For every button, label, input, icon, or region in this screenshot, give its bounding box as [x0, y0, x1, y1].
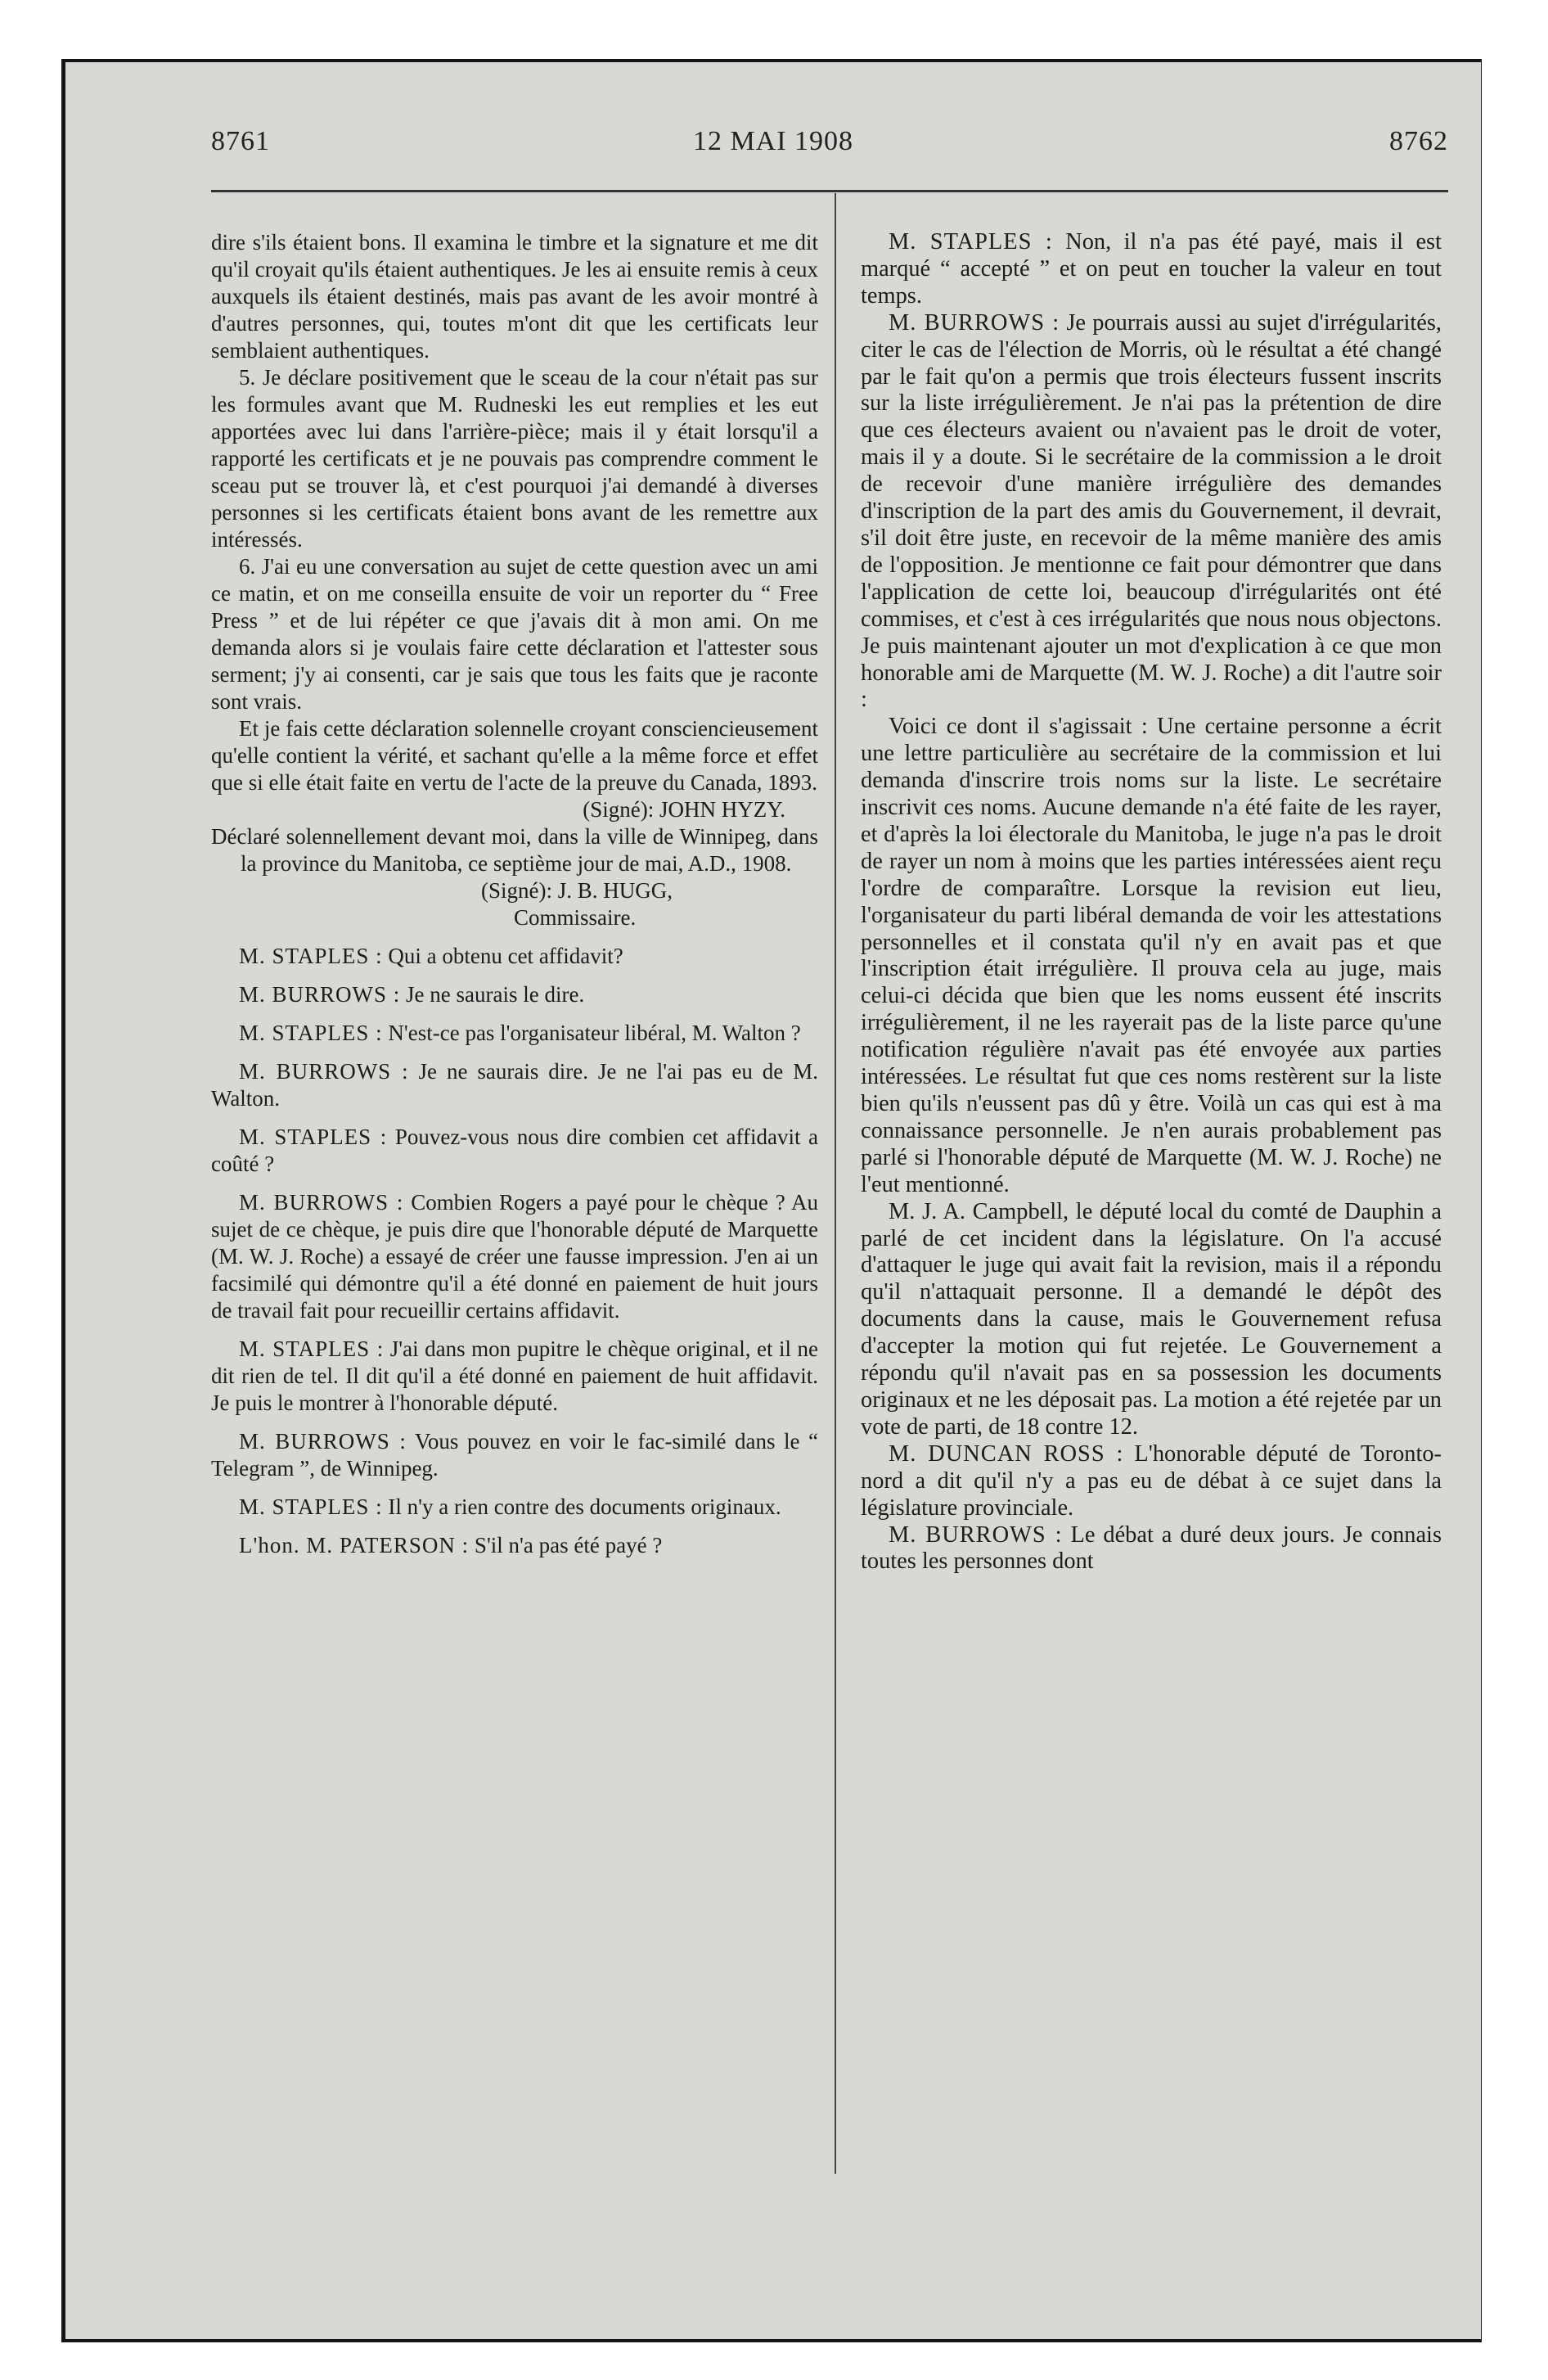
speech: M. BURROWS : Vous pouvez en voir le fac-similé dans le “ Telegram ”, de Winnipeg.	[211, 1429, 818, 1481]
page-date: 12 MAI 1908	[692, 126, 854, 156]
speaker-name: M. STAPLES :	[239, 1336, 385, 1361]
right-column	[861, 229, 1442, 1575]
speech: M. BURROWS : Je ne saurais le dire.	[239, 982, 585, 1007]
paragraph: Voici ce dont il s'agissait : Une certaine personne a écrit une lettre particulière au secrétaire de la commission et lui demanda d'inscrire trois noms sur la liste. Le secrétaire inscrivit ces noms. Aucune demande n'a été faite de les rayer, et d'après la loi électorale du Manitoba, le juge n'a pas le droit de rayer un nom à moins que les parties intéressées aient reçu l'ordre de comparaître. Lorsque la revision eut lieu, l'organisateur du parti libéral demanda de voir les attestations personnelles et il constata qu'il n'y en avait pas et que l'inscription était irrégulière. Il prouva cela au juge, mais celui-ci décida que bien que les noms eussent été inscrits irrégulièrement, il ne les rayerait pas de la liste parce qu'une notification régulière n'avait pas été envoyée aux parties intéressées. Le résultat fut que ces noms restèrent sur la liste bien qu'ils n'eussent pas dû y être. Voilà un cas qui est à ma connaissance personnelle. Je n'en aurais probablement pas parlé si l'honorable député de Marquette (M. W. J. Roche) ne l'eut mentionné.	[861, 714, 1442, 1197]
paragraph: dire s'ils étaient bons. Il examina le timbre et la signature et me dit qu'il croyait qu'ils étaient authentiques. Je les ai ensuite remis à ceux auxquels ils étaient destinés, mais pas avant de les avoir montré à d'autres personnes, qui, toutes m'ont dit que les certificats leur semblaient authentiques.	[211, 230, 818, 363]
header-rule	[211, 190, 1448, 192]
speaker-name: M. BURROWS :	[889, 1521, 1063, 1548]
speaker-name: M. BURROWS :	[239, 1429, 407, 1454]
speaker-name: M. BURROWS :	[239, 982, 401, 1007]
speech: M. BURROWS : Combien Rogers a payé pour le chèque ? Au sujet de ce chèque, je puis dire que l'honorable député de Marquette (M. W. J. Roche) a essayé de créer une fausse impression. J'en ai un facsimilé qui démontre qu'il a été donné en paiement de huit jours de travail fait pour recueillir certains affidavit.	[211, 1190, 818, 1323]
speech: M. BURROWS : Je pourrais aussi au sujet d'irrégularités, citer le cas de l'élection de Morris, où le résultat a été changé par le fait qu'on a permis que trois électeurs fussent inscrits sur la liste irrégulièrement. Je n'ai pas la prétention de dire que ces électeurs avaient ou n'avaient pas le droit de voter, mais il y a doute. Si le secrétaire de la commission a le droit de recevoir d'une manière irrégulière des demandes d'inscription de la part des amis du Gouvernement, il devrait, s'il doit être juste, en recevoir de la même manière des amis de l'opposition. Je mentionne ce fait pour démontrer que dans l'application de cette loi, beaucoup d'irrégularités ont été commises, et c'est à ces irrégularités que nous nous objectons. Je puis maintenant ajouter un mot d'explication à ce que mon honorable ami de Marquette (M. W. J. Roche) a dit l'autre soir :	[861, 309, 1442, 713]
speaker-name: L'hon. M. PATERSON :	[239, 1533, 470, 1557]
signature-line: (Signé): JOHN HYZY.	[583, 797, 785, 822]
speech: M. STAPLES : J'ai dans mon pupitre le chèque original, et il ne dit rien de tel. Il dit qu'il a été donné en paiement de huit affidavit. Je puis le montrer à l'honorable député.	[211, 1336, 819, 1415]
speaker-name: M. DUNCAN ROSS :	[889, 1440, 1124, 1467]
speaker-name: M. STAPLES :	[239, 944, 383, 968]
commissioner-signature: (Signé): J. B. HUGG,	[481, 878, 673, 903]
page-number-left: 8761	[211, 126, 270, 156]
column-divider	[835, 193, 836, 2174]
speech: M. DUNCAN ROSS : L'honorable député de Toronto-nord a dit qu'il n'y a pas eu de débat à ce sujet dans la législature provinciale.	[861, 1440, 1442, 1521]
paragraph: M. J. A. Campbell, le député local du comté de Dauphin a parlé de cet incident dans la législature. On l'a accusé d'attaquer le juge qui avait fait la revision, mais il a répondu qu'il n'attaquait personne. Il a demandé le dépôt des documents dans la cause, mais le Gouvernement refusa d'accepter la motion qui fut rejetée. Le Gouvernement a répondu qu'il n'avait pas en sa possession les documents originaux et ne les déposait pas. La motion a été rejetée par un vote de parti, de 18 contre 12.	[861, 1198, 1442, 1440]
speaker-name: M. STAPLES :	[239, 1494, 383, 1519]
speech: M. BURROWS : Le débat a duré deux jours. Je connais toutes les personnes dont	[861, 1521, 1442, 1575]
speaker-name: M. STAPLES :	[889, 229, 1053, 255]
speech: M. BURROWS : Je ne saurais dire. Je ne l'ai pas eu de M. Walton.	[211, 1059, 818, 1111]
paragraph: 5. Je déclare positivement que le sceau de la cour n'était pas sur les formules avant que M. Rudneski les eut remplies et les eut apportées avec lui dans l'arrière-pièce; mais il y était lorsqu'il a rapporté les certificats et je ne pouvais pas comprendre comment le sceau put se trouver là, et c'est pourquoi j'ai demandé à diverses personnes si les certificats étaient bons avant de les remettre aux intéressés.	[211, 365, 818, 552]
speech: M. STAPLES : N'est-ce pas l'organisateur libéral, M. Walton ?	[239, 1021, 801, 1045]
paragraph: Et je fais cette déclaration solennelle croyant consciencieusement qu'elle contient la vérité, et sachant qu'elle a la même force et effet que si elle était faite en vertu de l'acte de la preuve du Canada, 1893.	[211, 716, 818, 795]
speech: M. STAPLES : Pouvez-vous nous dire combien cet affidavit a coûté ?	[211, 1125, 819, 1176]
speech: M. STAPLES : Qui a obtenu cet affidavit?	[239, 944, 623, 968]
document-page	[65, 62, 1481, 2339]
speaker-name: M. STAPLES :	[239, 1021, 383, 1045]
speaker-name: M. BURROWS :	[239, 1190, 404, 1215]
speech: M. STAPLES : Non, il n'a pas été payé, mais il est marqué “ accepté ” et on peut en toucher la valeur en tout temps.	[861, 229, 1442, 309]
commissioner-title: Commissaire.	[514, 905, 637, 930]
speaker-name: M. BURROWS :	[889, 309, 1060, 336]
left-column	[211, 229, 818, 1559]
declaration: Déclaré solennellement devant moi, dans la ville de Winnipeg, dans la province du Manitoba, ce septième jour de mai, A.D., 1908.	[211, 824, 818, 876]
speaker-name: M. STAPLES :	[239, 1125, 388, 1149]
speaker-name: M. BURROWS :	[239, 1059, 409, 1084]
speech: L'hon. M. PATERSON : S'il n'a pas été payé ?	[239, 1533, 663, 1557]
page-number-right: 8762	[1389, 126, 1448, 156]
speech: M. STAPLES : Il n'y a rien contre des documents originaux.	[239, 1494, 781, 1519]
paragraph: 6. J'ai eu une conversation au sujet de cette question avec un ami ce matin, et on me conseilla ensuite de voir un reporter du “ Free Press ” et de lui répéter ce que j'avais dit à mon ami. On me demanda alors si je voulais faire cette déclaration et l'attester sous serment; j'y ai consenti, car je sais que tous les faits que je raconte sont vrais.	[211, 554, 818, 714]
